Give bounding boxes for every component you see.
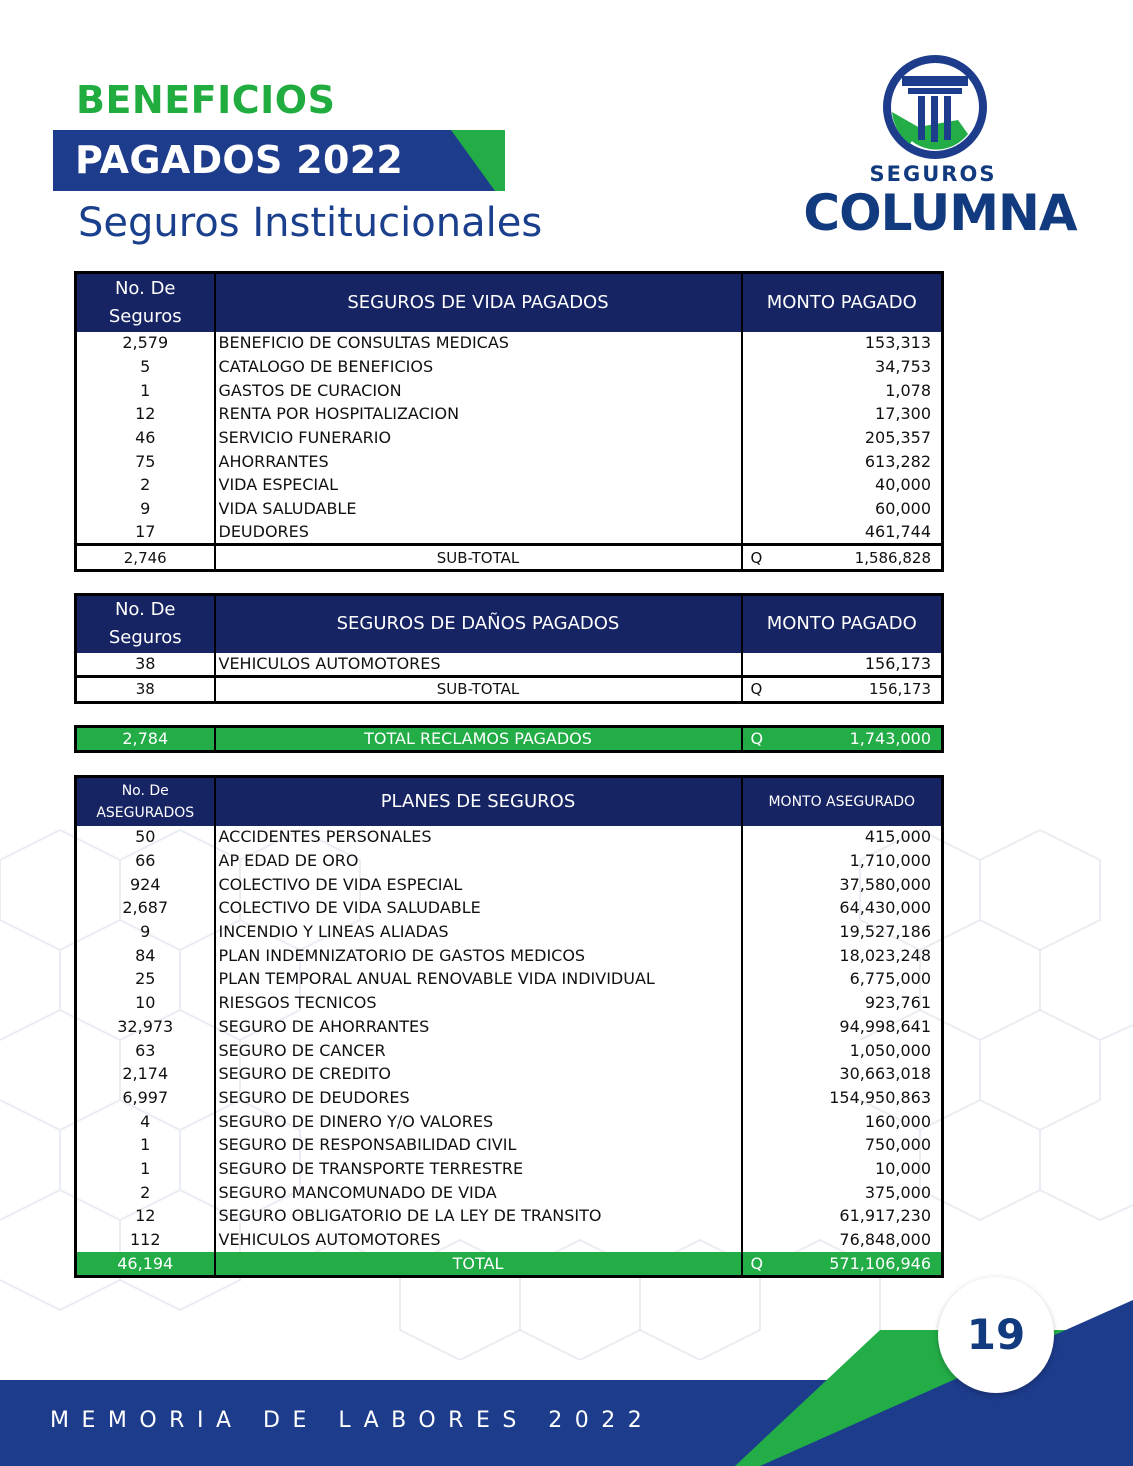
table-planes-seguros: [74, 775, 944, 1278]
cell-count: 2,579: [76, 332, 215, 356]
cell-amount: 923,761: [742, 991, 943, 1015]
cell-count: 4: [76, 1110, 215, 1134]
table-row: [76, 920, 943, 944]
cell-amount: 375,000: [742, 1181, 943, 1205]
cell-amount: 61,917,230: [742, 1205, 943, 1229]
cell-count: 1: [76, 1157, 215, 1181]
title-band: [53, 130, 505, 191]
table-row: [76, 426, 943, 450]
cell-count: 84: [76, 944, 215, 968]
cell-description: VIDA ESPECIAL: [215, 474, 742, 498]
cell-description: SEGURO DE CANCER: [215, 1039, 742, 1063]
cell-count: 32,973: [76, 1015, 215, 1039]
cell-description: BENEFICIO DE CONSULTAS MEDICAS: [215, 332, 742, 356]
cell-description: SEGURO DE TRANSPORTE TERRESTRE: [215, 1157, 742, 1181]
cell-amount: 64,430,000: [742, 897, 943, 921]
cell-description: VIDA SALUDABLE: [215, 497, 742, 521]
cell-amount: 76,848,000: [742, 1228, 943, 1252]
cell-amount: 6,775,000: [742, 968, 943, 992]
header-monto-pagado: MONTO PAGADO: [742, 595, 943, 653]
cell-count: 25: [76, 968, 215, 992]
subtotal-row: [76, 545, 943, 571]
currency-symbol: Q: [750, 680, 763, 699]
total-amount-cell: [742, 1252, 943, 1277]
cell-amount: 154,950,863: [742, 1086, 943, 1110]
cell-count: 1: [76, 1133, 215, 1157]
currency-symbol: Q: [750, 1253, 764, 1273]
subtotal-amount: 156,173: [868, 680, 931, 699]
currency-symbol: Q: [750, 729, 764, 748]
cell-amount: 156,173: [742, 653, 943, 677]
table-row: [76, 1228, 943, 1252]
header-seguros-vida: SEGUROS DE VIDA PAGADOS: [215, 273, 742, 332]
cell-amount: 750,000: [742, 1133, 943, 1157]
cell-count: 12: [76, 1205, 215, 1229]
cell-description: GASTOS DE CURACION: [215, 379, 742, 403]
cell-count: 924: [76, 873, 215, 897]
header-no-asegurados: No. De ASEGURADOS: [76, 777, 215, 826]
table-row: [76, 873, 943, 897]
table-row: [76, 332, 943, 356]
cell-count: 9: [76, 920, 215, 944]
header-monto-pagado: MONTO PAGADO: [742, 273, 943, 332]
table-row: [76, 403, 943, 427]
subtotal-row: [76, 676, 943, 702]
subtotal-count: 2,746: [76, 545, 215, 571]
cell-description: ACCIDENTES PERSONALES: [215, 826, 742, 850]
cell-amount: 30,663,018: [742, 1062, 943, 1086]
cell-count: 2,687: [76, 897, 215, 921]
cell-amount: 18,023,248: [742, 944, 943, 968]
table-row: [76, 1039, 943, 1063]
cell-amount: 153,313: [742, 332, 943, 356]
title-pagados: PAGADOS 2022: [75, 138, 404, 182]
cell-count: 2: [76, 1181, 215, 1205]
cell-description: CATALOGO DE BENEFICIOS: [215, 355, 742, 379]
cell-description: SEGURO DE DINERO Y/O VALORES: [215, 1110, 742, 1134]
table-row: [76, 1015, 943, 1039]
footer-memoria-text: MEMORIA DE LABORES 2022: [50, 1408, 655, 1433]
table-row: [76, 1133, 943, 1157]
subtotal-amount-cell: [742, 676, 943, 702]
cell-description: SEGURO OBLIGATORIO DE LA LEY DE TRANSITO: [215, 1205, 742, 1229]
subtotal-label: SUB-TOTAL: [215, 545, 742, 571]
subtotal-count: 38: [76, 676, 215, 702]
header-seguros-danos: SEGUROS DE DAÑOS PAGADOS: [215, 595, 742, 653]
table-row: [76, 379, 943, 403]
table-row: [76, 826, 943, 850]
total-row: [76, 1252, 943, 1277]
cell-amount: 17,300: [742, 403, 943, 427]
cell-amount: 205,357: [742, 426, 943, 450]
cell-amount: 1,078: [742, 379, 943, 403]
cell-count: 75: [76, 450, 215, 474]
cell-amount: 40,000: [742, 474, 943, 498]
total-reclamos-amount-cell: [742, 727, 943, 752]
total-label: TOTAL: [215, 1252, 742, 1277]
total-reclamos-label: TOTAL RECLAMOS PAGADOS: [215, 727, 742, 752]
table-row: [76, 849, 943, 873]
table-row: [76, 1181, 943, 1205]
cell-count: 38: [76, 653, 215, 677]
table-seguros-vida: [74, 271, 944, 572]
table-seguros-danos: [74, 593, 944, 704]
cell-amount: 160,000: [742, 1110, 943, 1134]
table-row: [76, 497, 943, 521]
cell-description: INCENDIO Y LINEAS ALIADAS: [215, 920, 742, 944]
table-row: [76, 897, 943, 921]
total-count: 46,194: [76, 1252, 215, 1277]
page-subtitle: Seguros Institucionales: [78, 200, 543, 246]
header-planes-seguros: PLANES DE SEGUROS: [215, 777, 742, 826]
header-no-seguros: No. De Seguros: [76, 273, 215, 332]
header-monto-asegurado: MONTO ASEGURADO: [742, 777, 943, 826]
header-no-seguros: No. De Seguros: [76, 595, 215, 653]
table-row: [76, 1110, 943, 1134]
table-row: [76, 1157, 943, 1181]
total-reclamos-amount: 1,743,000: [849, 729, 931, 748]
subtotal-label: SUB-TOTAL: [215, 676, 742, 702]
table-row: [76, 653, 943, 677]
cell-amount: 613,282: [742, 450, 943, 474]
cell-count: 2,174: [76, 1062, 215, 1086]
cell-count: 17: [76, 521, 215, 545]
cell-description: SEGURO DE CREDITO: [215, 1062, 742, 1086]
cell-description: DEUDORES: [215, 521, 742, 545]
cell-count: 10: [76, 991, 215, 1015]
cell-count: 63: [76, 1039, 215, 1063]
subtotal-amount-cell: [742, 545, 943, 571]
cell-count: 9: [76, 497, 215, 521]
table-row: [76, 968, 943, 992]
table-row: [76, 1205, 943, 1229]
currency-symbol: Q: [750, 548, 763, 567]
cell-description: AP EDAD DE ORO: [215, 849, 742, 873]
table-row: [76, 450, 943, 474]
table-row: [76, 355, 943, 379]
cell-count: 5: [76, 355, 215, 379]
logo-columna-text: COLUMNA: [803, 184, 1077, 242]
cell-description: SEGURO DE DEUDORES: [215, 1086, 742, 1110]
cell-amount: 1,050,000: [742, 1039, 943, 1063]
cell-count: 46: [76, 426, 215, 450]
cell-description: SEGURO DE RESPONSABILIDAD CIVIL: [215, 1133, 742, 1157]
cell-count: 6,997: [76, 1086, 215, 1110]
cell-description: VEHICULOS AUTOMOTORES: [215, 653, 742, 677]
table-total-reclamos: [74, 725, 944, 753]
cell-description: PLAN TEMPORAL ANUAL RENOVABLE VIDA INDIVIDUAL: [215, 968, 742, 992]
cell-description: VEHICULOS AUTOMOTORES: [215, 1228, 742, 1252]
columna-logo-icon: [880, 52, 990, 162]
cell-amount: 37,580,000: [742, 873, 943, 897]
table-row: [76, 1086, 943, 1110]
cell-amount: 19,527,186: [742, 920, 943, 944]
page-number: 19: [938, 1277, 1054, 1393]
cell-amount: 461,744: [742, 521, 943, 545]
cell-amount: 60,000: [742, 497, 943, 521]
total-reclamos-row: [76, 727, 943, 752]
logo-seguros-text: SEGUROS: [869, 162, 997, 186]
cell-description: RENTA POR HOSPITALIZACION: [215, 403, 742, 427]
cell-description: PLAN INDEMNIZATORIO DE GASTOS MEDICOS: [215, 944, 742, 968]
table-row: [76, 1062, 943, 1086]
title-beneficios: BENEFICIOS: [76, 78, 336, 122]
cell-count: 12: [76, 403, 215, 427]
cell-description: COLECTIVO DE VIDA ESPECIAL: [215, 873, 742, 897]
cell-description: SEGURO MANCOMUNADO DE VIDA: [215, 1181, 742, 1205]
cell-description: RIESGOS TECNICOS: [215, 991, 742, 1015]
subtotal-amount: 1,586,828: [854, 548, 931, 567]
cell-count: 1: [76, 379, 215, 403]
cell-description: SEGURO DE AHORRANTES: [215, 1015, 742, 1039]
cell-count: 112: [76, 1228, 215, 1252]
cell-count: 50: [76, 826, 215, 850]
cell-count: 66: [76, 849, 215, 873]
total-amount: 571,106,946: [829, 1253, 931, 1273]
table-row: [76, 944, 943, 968]
cell-amount: 1,710,000: [742, 849, 943, 873]
cell-description: SERVICIO FUNERARIO: [215, 426, 742, 450]
cell-description: COLECTIVO DE VIDA SALUDABLE: [215, 897, 742, 921]
cell-amount: 415,000: [742, 826, 943, 850]
table-row: [76, 474, 943, 498]
cell-amount: 10,000: [742, 1157, 943, 1181]
table-row: [76, 991, 943, 1015]
cell-description: AHORRANTES: [215, 450, 742, 474]
cell-count: 2: [76, 474, 215, 498]
cell-amount: 34,753: [742, 355, 943, 379]
table-row: [76, 521, 943, 545]
cell-amount: 94,998,641: [742, 1015, 943, 1039]
total-reclamos-count: 2,784: [76, 727, 215, 752]
